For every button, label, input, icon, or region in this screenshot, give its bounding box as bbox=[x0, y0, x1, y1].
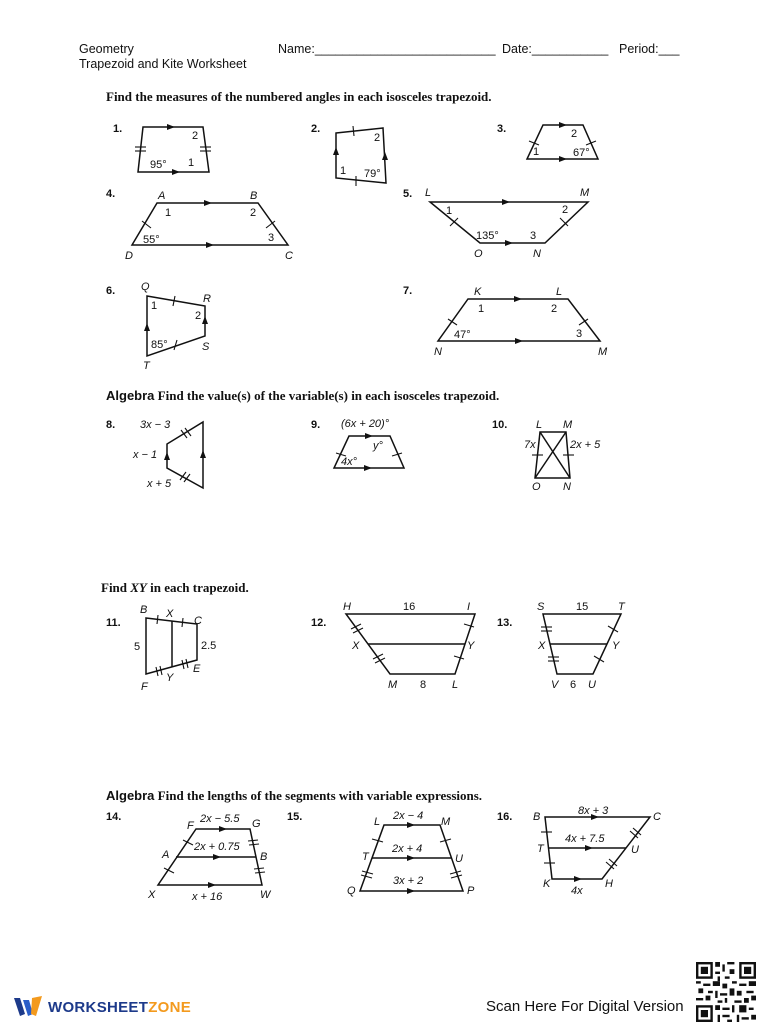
p9-label: (6x + 20)° bbox=[341, 418, 390, 430]
p12-label: 16 bbox=[403, 601, 416, 613]
p12-label: 8 bbox=[420, 679, 427, 691]
p11-label: B bbox=[140, 604, 148, 616]
p16-label: C bbox=[653, 811, 661, 823]
p5-label: 1 bbox=[446, 205, 453, 217]
p12-label: I bbox=[467, 601, 471, 613]
p6-label: Q bbox=[141, 281, 150, 293]
p7-label: M bbox=[598, 346, 608, 358]
p5-label: L bbox=[425, 187, 432, 199]
figure-3-trapezoid bbox=[527, 122, 598, 162]
p15-label: U bbox=[455, 853, 463, 865]
p4-label: 1 bbox=[165, 207, 172, 219]
p14-label: B bbox=[260, 851, 268, 863]
p10-label: 7x bbox=[524, 439, 536, 451]
p16-label: 4x bbox=[571, 885, 583, 897]
p13-label: Y bbox=[612, 640, 620, 652]
p6-label: R bbox=[203, 293, 211, 305]
p8-label: 3x − 3 bbox=[140, 419, 171, 431]
section-2-text: Find the value(s) of the variable(s) in each isosceles trapezoid. bbox=[157, 388, 500, 403]
section-3-post: in each trapezoid. bbox=[146, 580, 249, 595]
section-4-text: Find the lengths of the segments with variable expressions. bbox=[157, 788, 483, 803]
figure-12-trapezoid bbox=[343, 601, 475, 691]
p15-label: Q bbox=[347, 885, 356, 897]
p13-label: V bbox=[551, 679, 559, 691]
p6-label: 85° bbox=[151, 339, 168, 351]
figure-16-trapezoid bbox=[533, 805, 661, 897]
p1-label: 95° bbox=[150, 159, 167, 171]
worksheetzone-logo[interactable] bbox=[14, 994, 191, 1020]
brand-part-2: ZONE bbox=[148, 998, 192, 1016]
p11-label: C bbox=[194, 615, 202, 627]
section-3-pre: Find bbox=[101, 580, 131, 595]
p15-label: P bbox=[467, 885, 475, 897]
p6-label: S bbox=[202, 341, 210, 353]
p5-label: 3 bbox=[530, 230, 537, 242]
p13-label: 6 bbox=[570, 679, 577, 691]
figure-9-trapezoid bbox=[334, 418, 404, 471]
p1-label: 1 bbox=[188, 157, 195, 169]
p16-label: U bbox=[631, 844, 639, 856]
p6-label: 1 bbox=[151, 300, 158, 312]
figure-10-trapezoid bbox=[524, 419, 601, 493]
problem-number-11: 11. bbox=[106, 617, 121, 629]
p15-label: 2x + 4 bbox=[392, 843, 423, 855]
p13-label: 15 bbox=[576, 601, 589, 613]
p5-label: O bbox=[474, 248, 483, 260]
p15-label: 2x − 4 bbox=[393, 810, 424, 822]
section-3-var: XY bbox=[130, 580, 147, 595]
p2-label: 2 bbox=[374, 132, 381, 144]
problem-number-4: 4. bbox=[106, 188, 116, 200]
p15-label: M bbox=[441, 816, 451, 828]
p10-label: O bbox=[532, 481, 541, 493]
brand-name bbox=[48, 999, 191, 1016]
p8-label: x − 1 bbox=[133, 449, 158, 461]
figure-7-trapezoid bbox=[434, 286, 608, 358]
p11-label: 2.5 bbox=[201, 640, 217, 652]
p14-label: F bbox=[187, 820, 194, 832]
figure-13-trapezoid bbox=[537, 601, 626, 691]
p11-label: E bbox=[193, 663, 201, 675]
p16-label: H bbox=[605, 878, 613, 890]
problem-number-6: 6. bbox=[106, 285, 116, 297]
p14-label: 2x − 5.5 bbox=[200, 813, 240, 825]
p7-label: 2 bbox=[551, 303, 558, 315]
worksheetzone-logo-icon bbox=[14, 994, 44, 1020]
figure-15-trapezoid bbox=[347, 810, 475, 897]
problem-number-16: 16. bbox=[497, 811, 513, 823]
period-field[interactable]: Period:___ bbox=[619, 42, 680, 56]
p14-label: G bbox=[252, 818, 261, 830]
p4-label: C bbox=[285, 250, 293, 262]
algebra-tag: Algebra bbox=[106, 388, 155, 403]
figure-5-trapezoid bbox=[425, 187, 590, 260]
p12-label: Y bbox=[467, 640, 475, 652]
p1-label: 2 bbox=[192, 130, 199, 142]
p16-label: T bbox=[537, 843, 544, 855]
name-field[interactable]: Name:__________________________ bbox=[278, 42, 496, 56]
p16-label: 4x + 7.5 bbox=[565, 833, 605, 845]
p13-label: X bbox=[538, 640, 546, 652]
problem-number-5: 5. bbox=[403, 188, 413, 200]
p16-label: B bbox=[533, 811, 541, 823]
worksheet-title: Trapezoid and Kite Worksheet bbox=[79, 57, 247, 71]
figure-11-trapezoid bbox=[134, 604, 216, 693]
p2-label: 79° bbox=[364, 168, 381, 180]
p9-label: y° bbox=[373, 440, 383, 452]
p2-label: 1 bbox=[340, 165, 347, 177]
problem-number-10: 10. bbox=[492, 419, 508, 431]
p12-label: M bbox=[388, 679, 398, 691]
p4-label: B bbox=[250, 190, 258, 202]
p14-label: A bbox=[162, 849, 170, 861]
p7-label: L bbox=[556, 286, 563, 298]
p10-label: N bbox=[563, 481, 571, 493]
p7-label: 47° bbox=[454, 329, 471, 341]
problem-number-3: 3. bbox=[497, 123, 507, 135]
p10-label: M bbox=[563, 419, 573, 431]
section-1-instruction: Find the measures of the numbered angles in each isosceles trapezoid. bbox=[106, 89, 492, 104]
p7-label: 1 bbox=[478, 303, 485, 315]
p7-label: K bbox=[474, 286, 482, 298]
p11-label: X bbox=[166, 608, 174, 620]
p5-label: 135° bbox=[476, 230, 499, 242]
subject-label: Geometry bbox=[79, 42, 134, 56]
p12-label: H bbox=[343, 601, 351, 613]
algebra-tag: Algebra bbox=[106, 788, 155, 803]
p14-label: 2x + 0.75 bbox=[194, 841, 240, 853]
problem-number-15: 15. bbox=[287, 811, 303, 823]
p11-label: F bbox=[141, 681, 148, 693]
p7-label: 3 bbox=[576, 328, 583, 340]
p3-label: 67° bbox=[573, 147, 590, 159]
p10-label: L bbox=[536, 419, 543, 431]
p15-label: 3x + 2 bbox=[393, 875, 424, 887]
scan-instruction: Scan Here For Digital Version bbox=[486, 998, 684, 1015]
p12-label: X bbox=[352, 640, 360, 652]
p5-label: M bbox=[580, 187, 590, 199]
brand-part-1: WORKSHEET bbox=[48, 998, 149, 1016]
figure-14-trapezoid bbox=[147, 813, 272, 903]
p15-label: T bbox=[362, 851, 369, 863]
figure-1-trapezoid bbox=[135, 124, 211, 175]
problem-number-8: 8. bbox=[106, 419, 116, 431]
p11-label: Y bbox=[166, 672, 174, 684]
figure-8-trapezoid bbox=[132, 419, 206, 490]
qr-code-icon[interactable] bbox=[696, 962, 756, 1022]
problem-number-9: 9. bbox=[311, 419, 321, 431]
p10-label: 2x + 5 bbox=[570, 439, 601, 451]
p13-label: T bbox=[618, 601, 625, 613]
p3-label: 1 bbox=[533, 146, 540, 158]
p5-label: 2 bbox=[562, 204, 569, 216]
figure-6-trapezoid bbox=[141, 281, 211, 372]
p8-label: x + 5 bbox=[147, 478, 172, 490]
problem-number-12: 12. bbox=[311, 617, 327, 629]
p15-label: L bbox=[374, 816, 381, 828]
figure-2-trapezoid bbox=[333, 126, 388, 186]
p13-label: U bbox=[588, 679, 596, 691]
p14-label: X bbox=[148, 889, 156, 901]
p12-label: L bbox=[452, 679, 459, 691]
p14-label: x + 16 bbox=[192, 891, 223, 903]
p16-label: 8x + 3 bbox=[578, 805, 609, 817]
problem-number-13: 13. bbox=[497, 617, 513, 629]
problem-number-2: 2. bbox=[311, 123, 321, 135]
p7-label: N bbox=[434, 346, 442, 358]
p14-label: W bbox=[260, 889, 271, 901]
p4-label: D bbox=[125, 250, 133, 262]
p9-label: 4x° bbox=[341, 456, 358, 468]
p4-label: A bbox=[158, 190, 166, 202]
date-field[interactable]: Date:___________ bbox=[502, 42, 609, 56]
p5-label: N bbox=[533, 248, 541, 260]
problem-number-1: 1. bbox=[113, 123, 123, 135]
p13-label: S bbox=[537, 601, 545, 613]
problem-number-7: 7. bbox=[403, 285, 413, 297]
p4-label: 2 bbox=[250, 207, 257, 219]
figure-4-trapezoid bbox=[125, 190, 293, 262]
problem-number-14: 14. bbox=[106, 811, 122, 823]
p6-label: T bbox=[143, 360, 150, 372]
p3-label: 2 bbox=[571, 128, 578, 140]
p11-label: 5 bbox=[134, 641, 141, 653]
p6-label: 2 bbox=[195, 310, 202, 322]
p4-label: 3 bbox=[268, 232, 275, 244]
p16-label: K bbox=[543, 878, 551, 890]
p4-label: 55° bbox=[143, 234, 160, 246]
